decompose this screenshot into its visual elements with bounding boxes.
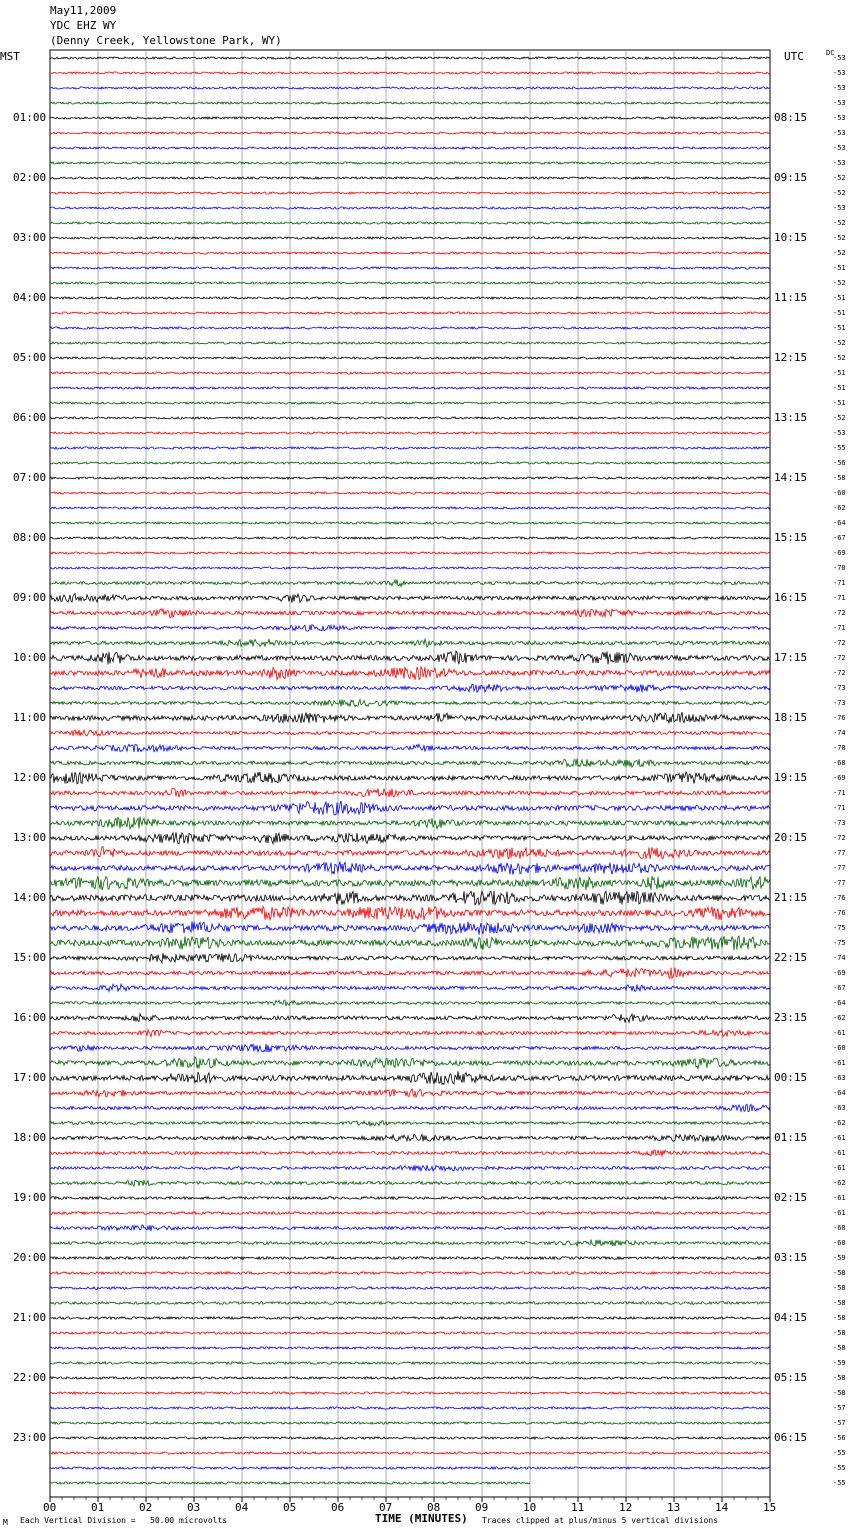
dc-offset-label: -62 xyxy=(833,1014,846,1022)
trace-row-21 xyxy=(50,357,770,359)
dc-offset-label: -70 xyxy=(833,744,846,752)
trace-row-94 xyxy=(50,1452,770,1454)
dc-offset-label: -77 xyxy=(833,879,846,887)
dc-offset-label: -53 xyxy=(833,54,846,62)
trace-row-95 xyxy=(50,1467,770,1469)
right-hour-label: 14:15 xyxy=(774,471,808,484)
dc-offset-label: -73 xyxy=(833,684,846,692)
dc-offset-label: -53 xyxy=(833,159,846,167)
trace-row-74 xyxy=(50,1150,770,1157)
x-tick-label-02: 02 xyxy=(139,1501,153,1514)
dc-offset-label: -51 xyxy=(833,324,846,332)
trace-row-65 xyxy=(50,1014,770,1023)
trace-row-76 xyxy=(50,1180,770,1186)
right-hour-label: 22:15 xyxy=(774,951,808,964)
dc-offset-label: -61 xyxy=(833,1209,846,1217)
time-gridlines xyxy=(50,50,770,1497)
trace-row-48 xyxy=(50,759,770,768)
dc-offset-label: -51 xyxy=(833,384,846,392)
trace-row-63 xyxy=(50,984,770,991)
trace-row-15 xyxy=(50,267,770,269)
left-hour-label: 13:00 xyxy=(13,831,47,844)
right-timezone-label: UTC xyxy=(784,50,804,63)
dc-offset-label: -74 xyxy=(833,729,846,737)
trace-row-46 xyxy=(50,730,770,736)
left-hour-label: 11:00 xyxy=(13,711,47,724)
dc-offset-label: -72 xyxy=(833,654,846,662)
dc-offset-label: -56 xyxy=(833,459,846,467)
dc-offset-label: -61 xyxy=(833,1059,846,1067)
dc-offset-label: -63 xyxy=(833,1074,846,1082)
dc-offset-label: -69 xyxy=(833,774,846,782)
x-tick-label-05: 05 xyxy=(283,1501,297,1514)
x-tick-label-07: 07 xyxy=(379,1501,393,1514)
dc-offset-label: -69 xyxy=(833,549,846,557)
x-tick-label-06: 06 xyxy=(331,1501,345,1514)
trace-row-57 xyxy=(50,891,770,905)
dc-offset-label: -57 xyxy=(833,1404,846,1412)
trace-row-83 xyxy=(50,1287,770,1290)
right-hour-label: 00:15 xyxy=(774,1071,808,1084)
dc-offset-label: -52 xyxy=(833,414,846,422)
dc-offset-label: -51 xyxy=(833,369,846,377)
dc-offset-label: -55 xyxy=(833,1464,846,1472)
trace-row-90 xyxy=(50,1392,770,1394)
trace-row-69 xyxy=(50,1071,770,1084)
dc-offset-label: -72 xyxy=(833,639,846,647)
x-axis-title: TIME (MINUTES) xyxy=(375,1512,468,1525)
dc-offset-label: -55 xyxy=(833,444,846,452)
trace-row-14 xyxy=(50,252,770,254)
dc-offset-label: -63 xyxy=(833,1104,846,1112)
dc-offset-label: -58 xyxy=(833,1374,846,1382)
right-hour-label: 20:15 xyxy=(774,831,808,844)
left-hour-label: 04:00 xyxy=(13,291,47,304)
dc-offset-label: -68 xyxy=(833,759,846,767)
trace-row-91 xyxy=(50,1407,770,1409)
left-hour-label: 18:00 xyxy=(13,1131,47,1144)
trace-row-78 xyxy=(50,1212,770,1215)
corner-mark: M xyxy=(3,1518,8,1527)
left-hour-label: 15:00 xyxy=(13,951,47,964)
dc-offset-label: -67 xyxy=(833,984,846,992)
trace-row-38 xyxy=(50,609,770,618)
trace-row-68 xyxy=(50,1057,770,1069)
dc-offset-label: -58 xyxy=(833,474,846,482)
trace-row-47 xyxy=(50,744,770,752)
x-tick-label-09: 09 xyxy=(475,1501,489,1514)
dc-offset-label: -62 xyxy=(833,1179,846,1187)
dc-offset-label: -53 xyxy=(833,99,846,107)
dc-offset-label: -53 xyxy=(833,429,846,437)
trace-row-45 xyxy=(50,712,770,723)
trace-row-92 xyxy=(50,1422,770,1424)
trace-row-53 xyxy=(50,832,770,844)
left-hour-label: 03:00 xyxy=(13,231,47,244)
trace-row-41 xyxy=(50,651,770,664)
trace-row-89 xyxy=(50,1377,770,1379)
trace-row-59 xyxy=(50,921,770,934)
left-hour-label: 06:00 xyxy=(13,411,47,424)
trace-row-60 xyxy=(50,936,770,950)
dc-offset-label: -60 xyxy=(833,1044,846,1052)
left-timezone-label: MST xyxy=(0,50,20,63)
left-hour-label: 02:00 xyxy=(13,171,47,184)
dc-offset-label: -60 xyxy=(833,1239,846,1247)
right-hour-label: 13:15 xyxy=(774,411,808,424)
trace-row-23 xyxy=(50,387,770,389)
x-tick-label-03: 03 xyxy=(187,1501,201,1514)
left-hour-label: 21:00 xyxy=(13,1311,47,1324)
right-hour-label: 04:15 xyxy=(774,1311,808,1324)
right-hour-label: 15:15 xyxy=(774,531,808,544)
x-axis-ticks xyxy=(50,1497,770,1502)
dc-offset-label: -61 xyxy=(833,1164,846,1172)
right-hour-label: 16:15 xyxy=(774,591,808,604)
trace-row-64 xyxy=(50,1000,770,1006)
trace-row-30 xyxy=(50,492,770,494)
dc-offset-label: -72 xyxy=(833,669,846,677)
trace-row-16 xyxy=(50,282,770,284)
left-hour-label: 12:00 xyxy=(13,771,47,784)
trace-row-58 xyxy=(50,907,770,921)
station-location: (Denny Creek, Yellowstone Park, WY) xyxy=(50,34,282,47)
right-hour-label: 12:15 xyxy=(774,351,808,364)
dc-offset-label: -53 xyxy=(833,114,846,122)
dc-offset-label: -61 xyxy=(833,1194,846,1202)
dc-offset-label: -61 xyxy=(833,1029,846,1037)
left-hour-label: 14:00 xyxy=(13,891,47,904)
dc-offset-label: -52 xyxy=(833,279,846,287)
dc-offset-label: -73 xyxy=(833,819,846,827)
record-date: May11,2009 xyxy=(50,4,117,17)
dc-offset-label: -64 xyxy=(833,519,846,527)
dc-offset-label: -70 xyxy=(833,564,846,572)
trace-row-6 xyxy=(50,132,770,134)
trace-row-9 xyxy=(50,177,770,179)
dc-offset-label: -69 xyxy=(833,969,846,977)
trace-row-70 xyxy=(50,1089,770,1097)
trace-row-32 xyxy=(50,522,770,524)
trace-row-40 xyxy=(50,639,770,647)
trace-row-33 xyxy=(50,537,770,539)
left-hour-label: 22:00 xyxy=(13,1371,47,1384)
dc-offset-label: -58 xyxy=(833,1329,846,1337)
trace-row-44 xyxy=(50,699,770,706)
dc-offset-label: -72 xyxy=(833,609,846,617)
x-tick-label-14: 14 xyxy=(715,1501,729,1514)
trace-row-82 xyxy=(50,1272,770,1275)
dc-offset-header: DC xyxy=(826,49,835,57)
trace-row-87 xyxy=(50,1347,770,1349)
trace-row-29 xyxy=(50,477,770,479)
right-hour-label: 09:15 xyxy=(774,171,808,184)
x-tick-label-08: 08 xyxy=(427,1501,441,1514)
dc-offset-label: -55 xyxy=(833,1479,846,1487)
x-tick-label-12: 12 xyxy=(619,1501,633,1514)
dc-offset-label: -53 xyxy=(833,129,846,137)
left-hour-label: 19:00 xyxy=(13,1191,47,1204)
right-hour-label: 21:15 xyxy=(774,891,808,904)
trace-row-80 xyxy=(50,1240,770,1246)
dc-offset-label: -60 xyxy=(833,489,846,497)
right-hour-label: 19:15 xyxy=(774,771,808,784)
trace-row-3 xyxy=(50,87,770,89)
right-hour-label: 01:15 xyxy=(774,1131,808,1144)
dc-offset-label: -51 xyxy=(833,309,846,317)
trace-row-79 xyxy=(50,1225,770,1231)
left-hour-label: 17:00 xyxy=(13,1071,47,1084)
trace-row-77 xyxy=(50,1197,770,1200)
trace-row-62 xyxy=(50,968,770,979)
dc-offset-label: -73 xyxy=(833,699,846,707)
scale-note: Each Vertical Division = 50.00 microvolts xyxy=(20,1516,228,1525)
seismic-traces xyxy=(50,57,770,1484)
trace-row-81 xyxy=(50,1257,770,1260)
right-hour-label: 17:15 xyxy=(774,651,808,664)
trace-row-50 xyxy=(50,788,770,797)
dc-offset-label: -76 xyxy=(833,714,846,722)
dc-offset-label: -52 xyxy=(833,339,846,347)
trace-row-72 xyxy=(50,1121,770,1127)
trace-row-75 xyxy=(50,1165,770,1171)
trace-row-55 xyxy=(50,862,770,875)
left-hour-label: 09:00 xyxy=(13,591,47,604)
x-tick-label-11: 11 xyxy=(571,1501,585,1514)
dc-offset-label: -71 xyxy=(833,624,846,632)
trace-row-25 xyxy=(50,417,770,419)
trace-row-31 xyxy=(50,507,770,509)
trace-row-28 xyxy=(50,462,770,464)
station-code: YDC EHZ WY xyxy=(50,19,117,32)
dc-offset-label: -56 xyxy=(833,1434,846,1442)
trace-row-51 xyxy=(50,801,770,815)
trace-row-84 xyxy=(50,1302,770,1305)
dc-offset-label: -55 xyxy=(833,1449,846,1457)
left-hour-label: 08:00 xyxy=(13,531,47,544)
trace-row-37 xyxy=(50,594,770,603)
x-tick-label-10: 10 xyxy=(523,1501,537,1514)
dc-offset-label: -52 xyxy=(833,219,846,227)
trace-row-36 xyxy=(50,580,770,587)
dc-offset-label: -58 xyxy=(833,1299,846,1307)
trace-row-26 xyxy=(50,432,770,434)
right-hour-label: 10:15 xyxy=(774,231,808,244)
trace-row-27 xyxy=(50,447,770,449)
dc-offset-label: -58 xyxy=(833,1314,846,1322)
dc-offset-label: -71 xyxy=(833,789,846,797)
trace-row-93 xyxy=(50,1437,770,1439)
dc-offset-label: -61 xyxy=(833,1149,846,1157)
dc-offset-label: -71 xyxy=(833,804,846,812)
x-tick-label-04: 04 xyxy=(235,1501,249,1514)
x-tick-label-01: 01 xyxy=(91,1501,105,1514)
dc-offset-label: -60 xyxy=(833,1224,846,1232)
dc-offset-label: -59 xyxy=(833,1359,846,1367)
right-hour-label: 02:15 xyxy=(774,1191,808,1204)
dc-offset-label: -53 xyxy=(833,144,846,152)
trace-row-18 xyxy=(50,312,770,314)
trace-row-24 xyxy=(50,402,770,404)
trace-row-35 xyxy=(50,567,770,569)
trace-row-12 xyxy=(50,222,770,224)
dc-offset-label: -75 xyxy=(833,939,846,947)
trace-row-4 xyxy=(50,102,770,104)
trace-row-43 xyxy=(50,684,770,692)
dc-offset-label: -61 xyxy=(833,1134,846,1142)
left-hour-label: 16:00 xyxy=(13,1011,47,1024)
dc-offset-label: -74 xyxy=(833,954,846,962)
trace-row-54 xyxy=(50,847,770,859)
dc-offset-label: -52 xyxy=(833,234,846,242)
dc-offset-label: -57 xyxy=(833,1419,846,1427)
left-hour-label: 05:00 xyxy=(13,351,47,364)
trace-row-22 xyxy=(50,372,770,374)
dc-offset-label: -76 xyxy=(833,894,846,902)
left-hour-label: 01:00 xyxy=(13,111,47,124)
trace-row-20 xyxy=(50,342,770,344)
dc-offset-label: -58 xyxy=(833,1269,846,1277)
trace-row-42 xyxy=(50,667,770,680)
dc-offset-label: -52 xyxy=(833,354,846,362)
dc-offset-label: -52 xyxy=(833,174,846,182)
trace-row-73 xyxy=(50,1134,770,1141)
dc-offset-label: -58 xyxy=(833,1389,846,1397)
x-tick-label-15: 15 xyxy=(763,1501,777,1514)
trace-row-1 xyxy=(50,57,770,59)
dc-offset-label: -52 xyxy=(833,189,846,197)
x-tick-label-00: 00 xyxy=(43,1501,57,1514)
trace-row-11 xyxy=(50,207,770,209)
left-hour-label: 23:00 xyxy=(13,1431,47,1444)
trace-row-39 xyxy=(50,625,770,632)
dc-offset-label: -75 xyxy=(833,924,846,932)
trace-row-5 xyxy=(50,117,770,119)
trace-row-19 xyxy=(50,327,770,329)
dc-offset-label: -51 xyxy=(833,264,846,272)
dc-offset-label: -58 xyxy=(833,1284,846,1292)
dc-offset-label: -51 xyxy=(833,294,846,302)
trace-row-49 xyxy=(50,772,770,784)
left-hour-label: 07:00 xyxy=(13,471,47,484)
trace-row-10 xyxy=(50,192,770,194)
dc-offset-label: -59 xyxy=(833,1254,846,1262)
trace-row-8 xyxy=(50,162,770,164)
right-hour-label: 08:15 xyxy=(774,111,808,124)
dc-offset-label: -64 xyxy=(833,999,846,1007)
right-hour-label: 05:15 xyxy=(774,1371,808,1384)
trace-row-61 xyxy=(50,953,770,963)
dc-offset-label: -62 xyxy=(833,504,846,512)
trace-row-17 xyxy=(50,297,770,299)
dc-offset-label: -51 xyxy=(833,399,846,407)
trace-row-7 xyxy=(50,147,770,149)
right-hour-label: 23:15 xyxy=(774,1011,808,1024)
dc-offset-label: -77 xyxy=(833,864,846,872)
dc-offset-label: -71 xyxy=(833,594,846,602)
dc-offset-label: -52 xyxy=(833,249,846,257)
trace-row-34 xyxy=(50,552,770,554)
right-hour-label: 11:15 xyxy=(774,291,808,304)
dc-offset-label: -53 xyxy=(833,204,846,212)
dc-offset-label: -71 xyxy=(833,579,846,587)
left-hour-label: 10:00 xyxy=(13,651,47,664)
trace-row-86 xyxy=(50,1332,770,1334)
right-hour-label: 06:15 xyxy=(774,1431,808,1444)
trace-row-66 xyxy=(50,1030,770,1037)
clip-note: Traces clipped at plus/minus 5 vertical divisions xyxy=(482,1516,719,1525)
dc-offset-label: -76 xyxy=(833,909,846,917)
dc-offset-label: -53 xyxy=(833,84,846,92)
plot-frame xyxy=(50,50,770,1497)
right-hour-label: 03:15 xyxy=(774,1251,808,1264)
dc-offset-label: -67 xyxy=(833,534,846,542)
x-tick-label-13: 13 xyxy=(667,1501,681,1514)
dc-offset-label: -72 xyxy=(833,834,846,842)
trace-row-71 xyxy=(50,1104,770,1111)
dc-offset-label: -64 xyxy=(833,1089,846,1097)
dc-offset-label: -62 xyxy=(833,1119,846,1127)
dc-offset-label: -53 xyxy=(833,69,846,77)
right-hour-label: 18:15 xyxy=(774,711,808,724)
trace-row-88 xyxy=(50,1362,770,1364)
trace-row-52 xyxy=(50,817,770,829)
trace-row-2 xyxy=(50,72,770,74)
left-hour-label: 20:00 xyxy=(13,1251,47,1264)
dc-offset-label: -77 xyxy=(833,849,846,857)
trace-row-67 xyxy=(50,1044,770,1052)
trace-row-56 xyxy=(50,876,770,890)
trace-row-85 xyxy=(50,1317,770,1319)
trace-row-13 xyxy=(50,237,770,239)
dc-offset-label: -58 xyxy=(833,1344,846,1352)
